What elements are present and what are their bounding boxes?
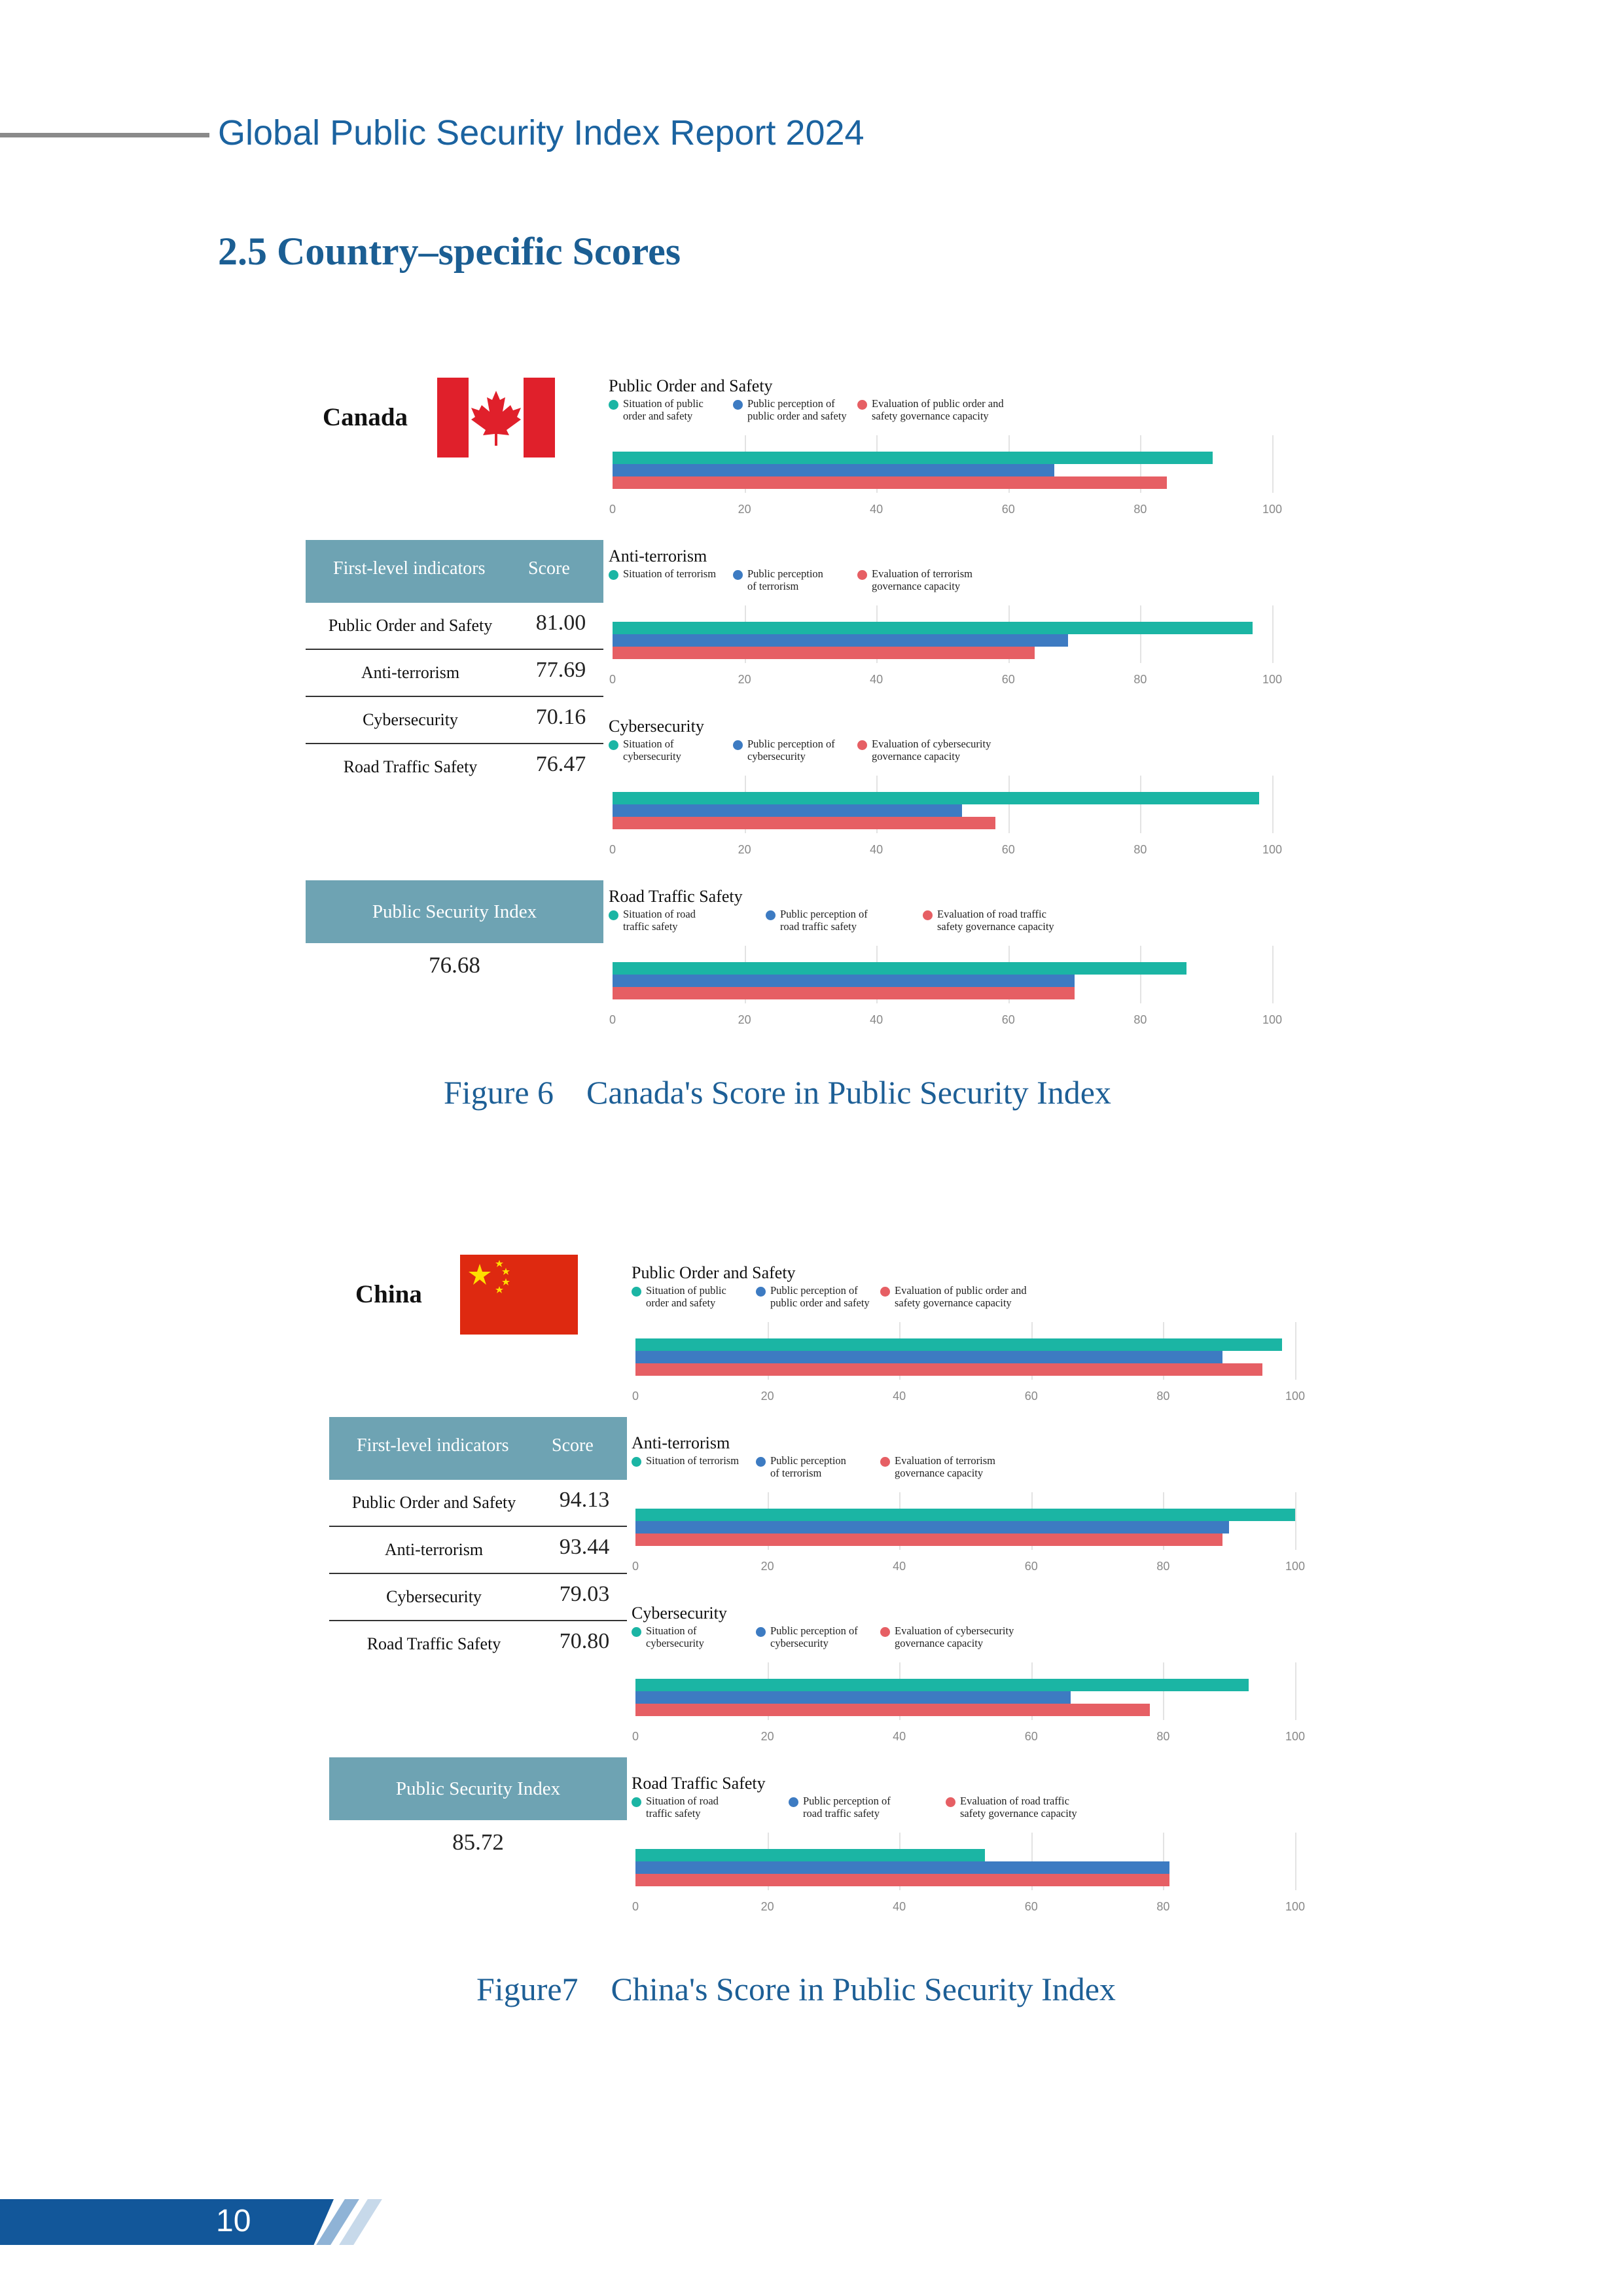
legend-label: Public perception of road traffic safety: [780, 908, 868, 933]
axis-tick-label: 80: [1156, 1900, 1170, 1913]
legend-label: Evaluation of terrorism governance capacity: [895, 1454, 995, 1479]
bar-situation: [635, 1338, 1282, 1351]
gridline: [1272, 605, 1274, 663]
col-score-header: Score: [552, 1435, 594, 1456]
axis-tick-label: 0: [632, 1900, 639, 1913]
legend-label: Evaluation of road traffic safety governance capacity: [960, 1795, 1077, 1820]
indicator-score: 70.80: [559, 1629, 610, 1653]
legend-label: Evaluation of public order and safety governance capacity: [895, 1284, 1027, 1309]
axis-tick-label: 100: [1262, 1013, 1283, 1026]
bar-perception: [613, 975, 1075, 987]
bar-perception: [613, 634, 1068, 647]
legend-label: Public perception of cybersecurity: [747, 738, 835, 762]
indicator-table-header: [306, 540, 603, 603]
bar-perception: [613, 464, 1054, 476]
country-name: Canada: [323, 403, 408, 431]
col-indicator-header: First-level indicators: [333, 558, 486, 579]
chart-road-traffic: [632, 1774, 1325, 1941]
bar-evaluation: [635, 1534, 1222, 1546]
legend-dot-icon: [609, 570, 618, 580]
chart-anti-terrorism: [632, 1433, 1325, 1600]
legend-label: Evaluation of terrorism governance capacity: [872, 567, 972, 592]
bar-evaluation: [613, 647, 1035, 659]
axis-tick-label: 100: [1262, 673, 1283, 686]
axis-tick-label: 40: [893, 1560, 906, 1573]
gridline: [1008, 776, 1010, 833]
axis-tick-label: 100: [1285, 1390, 1306, 1403]
axis-tick-label: 0: [609, 673, 616, 686]
gridline: [1140, 776, 1141, 833]
legend-dot-icon: [880, 1627, 890, 1637]
indicator-label: Cybersecurity: [386, 1587, 482, 1606]
chart-title: Road Traffic Safety: [632, 1774, 766, 1793]
bar-evaluation: [613, 817, 995, 829]
legend-dot-icon: [857, 570, 867, 580]
axis-tick-label: 40: [870, 503, 883, 516]
bar-perception: [635, 1691, 1071, 1704]
axis-tick-label: 60: [1024, 1730, 1038, 1743]
legend-label: Situation of terrorism: [623, 567, 717, 580]
legend-dot-icon: [733, 400, 743, 410]
indicator-table-header: [329, 1417, 627, 1480]
legend-label: Evaluation of public order and safety governance capacity: [872, 397, 1004, 422]
country-block-china: [0, 1217, 1623, 2036]
legend-label: Situation of cybersecurity: [646, 1624, 704, 1649]
col-indicator-header: First-level indicators: [357, 1435, 509, 1456]
axis-tick-label: 80: [1133, 503, 1147, 516]
chart-public-order: [632, 1263, 1325, 1430]
psi-value: 85.72: [452, 1829, 504, 1855]
indicator-label: Cybersecurity: [363, 710, 458, 729]
indicator-score: 94.13: [559, 1488, 610, 1512]
axis-tick-label: 60: [1024, 1560, 1038, 1573]
legend-dot-icon: [923, 910, 933, 920]
country-block-canada: [0, 340, 1623, 1158]
axis-tick-label: 0: [609, 503, 616, 516]
legend-label: Public perception of road traffic safety: [803, 1795, 891, 1820]
bar-perception: [635, 1521, 1229, 1534]
chart-cybersecurity: [609, 717, 1302, 884]
chart-title: Anti-terrorism: [632, 1433, 730, 1452]
legend-label: Evaluation of cybersecurity governance capacity: [872, 738, 991, 762]
gridline: [1295, 1322, 1296, 1380]
bar-situation: [613, 452, 1213, 464]
axis-tick-label: 40: [893, 1900, 906, 1913]
legend-label: Situation of road traffic safety: [646, 1795, 719, 1820]
bar-situation: [635, 1679, 1249, 1691]
legend-dot-icon: [756, 1287, 766, 1297]
table-row: [329, 1480, 627, 1527]
chart-title: Public Order and Safety: [609, 376, 773, 395]
table-row: [306, 650, 603, 697]
indicator-label: Road Traffic Safety: [343, 757, 478, 776]
chart-road-traffic: [609, 887, 1302, 1054]
legend-dot-icon: [609, 400, 618, 410]
gridline: [1272, 946, 1274, 1003]
axis-tick-label: 80: [1156, 1560, 1170, 1573]
legend-dot-icon: [733, 740, 743, 750]
gridline: [1295, 1662, 1296, 1720]
gridline: [1295, 1492, 1296, 1550]
legend-label: Public perception of public order and safety: [747, 397, 847, 422]
legend-dot-icon: [946, 1797, 955, 1807]
legend-dot-icon: [632, 1797, 641, 1807]
legend-dot-icon: [733, 570, 743, 580]
chart-anti-terrorism: [609, 547, 1302, 713]
bar-evaluation: [635, 1363, 1262, 1376]
col-score-header: Score: [528, 558, 570, 579]
axis-tick-label: 80: [1133, 673, 1147, 686]
indicator-label: Road Traffic Safety: [366, 1634, 501, 1653]
bar-perception: [635, 1351, 1222, 1363]
legend-dot-icon: [632, 1287, 641, 1297]
legend-label: Public perception of cybersecurity: [770, 1624, 858, 1649]
axis-tick-label: 40: [870, 843, 883, 856]
axis-tick-label: 20: [738, 843, 751, 856]
legend-dot-icon: [857, 400, 867, 410]
table-row: [329, 1574, 627, 1621]
bar-situation: [613, 622, 1253, 634]
axis-tick-label: 80: [1156, 1730, 1170, 1743]
axis-tick-label: 80: [1133, 843, 1147, 856]
axis-tick-label: 0: [632, 1730, 639, 1743]
legend-dot-icon: [756, 1627, 766, 1637]
legend-dot-icon: [766, 910, 776, 920]
legend-label: Public perception of public order and safety: [770, 1284, 870, 1309]
axis-tick-label: 100: [1262, 843, 1283, 856]
legend-label: Situation of public order and safety: [646, 1284, 726, 1309]
legend-label: Situation of terrorism: [646, 1454, 740, 1467]
chart-title: Public Order and Safety: [632, 1263, 796, 1282]
axis-tick-label: 20: [738, 673, 751, 686]
legend-label: Situation of public order and safety: [623, 397, 704, 422]
report-title: Global Public Security Index Report 2024: [218, 113, 865, 152]
table-row: [306, 697, 603, 744]
axis-tick-label: 100: [1262, 503, 1283, 516]
axis-tick-label: 60: [1001, 843, 1015, 856]
gridline: [1272, 435, 1274, 493]
bar-perception: [613, 804, 962, 817]
section-title: 2.5 Country–specific Scores: [218, 230, 681, 273]
indicator-label: Public Order and Safety: [328, 616, 493, 635]
table-row: [306, 744, 603, 790]
figure-caption: Figure7 China's Score in Public Security Index: [476, 1971, 1116, 2007]
table-row: [329, 1621, 627, 1667]
gridline: [1140, 605, 1141, 663]
chart-title: Road Traffic Safety: [609, 887, 743, 906]
axis-tick-label: 0: [632, 1560, 639, 1573]
bar-situation: [613, 962, 1186, 975]
axis-tick-label: 60: [1001, 1013, 1015, 1026]
gridline: [1295, 1833, 1296, 1890]
axis-tick-label: 0: [609, 1013, 616, 1026]
indicator-score: 77.69: [535, 658, 586, 682]
chart-cybersecurity: [632, 1604, 1325, 1770]
psi-label: Public Security Index: [306, 880, 603, 943]
axis-tick-label: 20: [760, 1900, 774, 1913]
figure-caption: Figure 6 Canada's Score in Public Security Index: [444, 1074, 1111, 1111]
indicator-score: 93.44: [559, 1535, 610, 1559]
table-row: [306, 603, 603, 650]
axis-tick-label: 20: [738, 1013, 751, 1026]
chart-title: Cybersecurity: [609, 717, 704, 736]
axis-tick-label: 100: [1285, 1900, 1306, 1913]
legend-dot-icon: [609, 910, 618, 920]
bar-evaluation: [635, 1874, 1169, 1886]
axis-tick-label: 0: [609, 843, 616, 856]
chart-title: Cybersecurity: [632, 1604, 727, 1623]
axis-tick-label: 20: [760, 1560, 774, 1573]
psi-label: Public Security Index: [329, 1757, 627, 1820]
axis-tick-label: 80: [1156, 1390, 1170, 1403]
axis-tick-label: 80: [1133, 1013, 1147, 1026]
bar-evaluation: [635, 1704, 1150, 1716]
bar-evaluation: [613, 987, 1075, 999]
gridline: [1272, 776, 1274, 833]
axis-tick-label: 20: [738, 503, 751, 516]
axis-tick-label: 60: [1024, 1390, 1038, 1403]
axis-tick-label: 60: [1001, 673, 1015, 686]
page-number-band: [0, 2199, 334, 2245]
china-flag-icon: [460, 1255, 578, 1335]
psi-value: 76.68: [429, 952, 480, 978]
axis-tick-label: 60: [1001, 503, 1015, 516]
legend-dot-icon: [789, 1797, 798, 1807]
indicator-score: 81.00: [535, 611, 586, 635]
canada-flag-icon: [437, 378, 555, 457]
axis-tick-label: 40: [870, 673, 883, 686]
legend-dot-icon: [880, 1457, 890, 1467]
indicator-score: 79.03: [559, 1582, 610, 1606]
chart-title: Anti-terrorism: [609, 547, 707, 565]
chart-public-order: [609, 376, 1302, 543]
country-name: China: [355, 1280, 422, 1308]
bar-situation: [635, 1509, 1295, 1521]
bar-evaluation: [613, 476, 1167, 489]
indicator-label: Anti-terrorism: [361, 663, 460, 682]
legend-dot-icon: [632, 1457, 641, 1467]
indicator-label: Public Order and Safety: [351, 1493, 516, 1512]
axis-tick-label: 60: [1024, 1900, 1038, 1913]
legend-dot-icon: [880, 1287, 890, 1297]
axis-tick-label: 20: [760, 1390, 774, 1403]
gridline: [1140, 946, 1141, 1003]
legend-dot-icon: [756, 1457, 766, 1467]
legend-label: Situation of road traffic safety: [623, 908, 696, 933]
axis-tick-label: 40: [870, 1013, 883, 1026]
indicator-score: 70.16: [535, 705, 586, 729]
legend-dot-icon: [632, 1627, 641, 1637]
page-number: 10: [216, 2204, 251, 2238]
legend-label: Evaluation of road traffic safety governance capacity: [937, 908, 1054, 933]
axis-tick-label: 40: [893, 1730, 906, 1743]
bar-situation: [613, 792, 1259, 804]
axis-tick-label: 20: [760, 1730, 774, 1743]
axis-tick-label: 100: [1285, 1560, 1306, 1573]
indicator-label: Anti-terrorism: [384, 1540, 484, 1559]
legend-dot-icon: [857, 740, 867, 750]
header-rule: [0, 133, 209, 137]
legend-label: Public perception of terrorism: [747, 567, 823, 592]
legend-dot-icon: [609, 740, 618, 750]
legend-label: Public perception of terrorism: [770, 1454, 846, 1479]
legend-label: Situation of cybersecurity: [623, 738, 681, 762]
axis-tick-label: 40: [893, 1390, 906, 1403]
axis-tick-label: 100: [1285, 1730, 1306, 1743]
gridline: [1163, 1662, 1164, 1720]
bar-perception: [635, 1861, 1169, 1874]
bar-situation: [635, 1849, 985, 1861]
legend-label: Evaluation of cybersecurity governance capacity: [895, 1624, 1014, 1649]
axis-tick-label: 0: [632, 1390, 639, 1403]
indicator-score: 76.47: [535, 752, 586, 776]
table-row: [329, 1527, 627, 1574]
